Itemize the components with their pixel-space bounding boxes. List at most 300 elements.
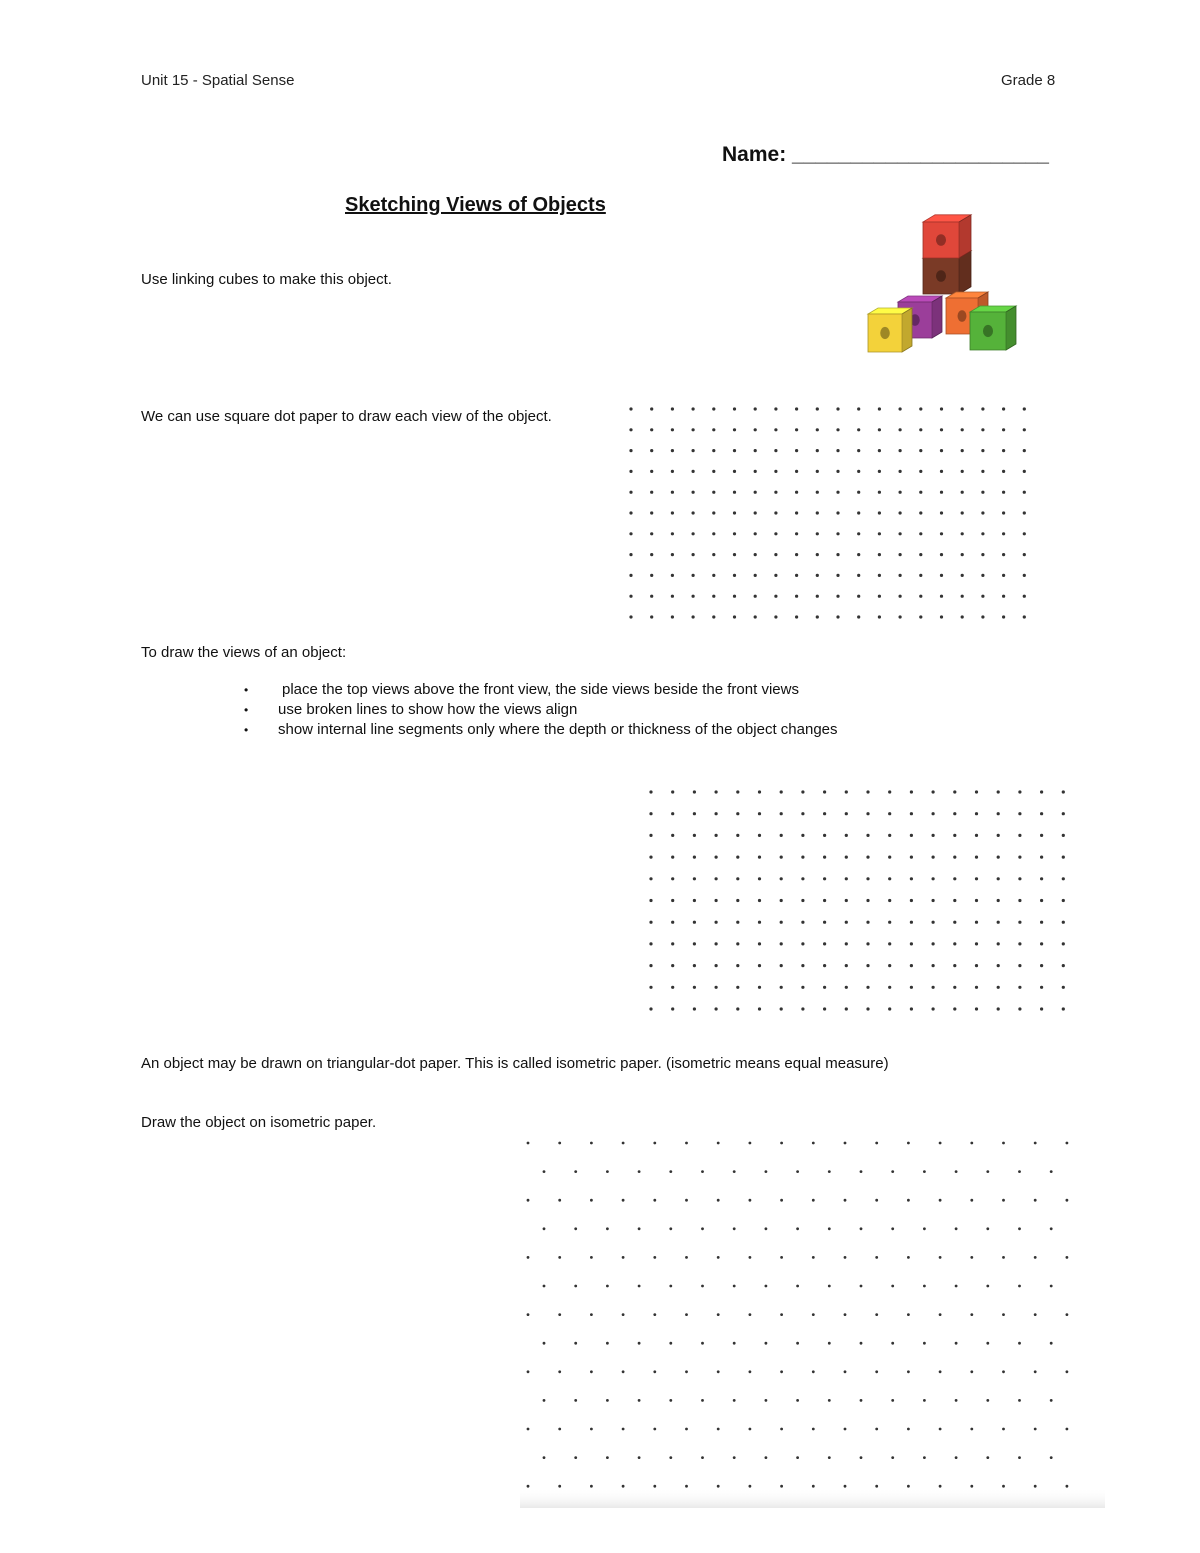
grid-dot <box>878 491 881 494</box>
grid-dot <box>765 1170 768 1173</box>
grid-dot <box>693 899 696 902</box>
grid-dot <box>749 1370 752 1373</box>
grid-dot <box>796 1342 799 1345</box>
grid-dot <box>780 1485 783 1488</box>
grid-dot <box>975 812 978 815</box>
grid-dot <box>669 1227 672 1230</box>
grid-dot <box>1062 856 1065 859</box>
grid-dot <box>919 532 922 535</box>
grid-dot <box>754 491 757 494</box>
grid-dot <box>1040 921 1043 924</box>
grid-dot <box>701 1456 704 1459</box>
grid-dot <box>671 790 674 793</box>
grid-dot <box>715 964 718 967</box>
grid-dot <box>1023 511 1026 514</box>
grid-dot <box>801 1007 804 1010</box>
grid-dot <box>638 1342 641 1345</box>
grid-dot <box>653 1142 656 1145</box>
grid-dot <box>715 856 718 859</box>
grid-dot <box>1050 1285 1053 1288</box>
isometric-dot-paper[interactable] <box>520 1133 1105 1508</box>
grid-dot <box>919 615 922 618</box>
grid-dot <box>953 790 956 793</box>
grid-dot <box>574 1170 577 1173</box>
grid-dot <box>1034 1199 1037 1202</box>
grid-dot <box>669 1170 672 1173</box>
grid-dot <box>961 428 964 431</box>
grid-dot <box>715 834 718 837</box>
grid-dot <box>940 574 943 577</box>
grid-dot <box>823 964 826 967</box>
grid-dot <box>1002 470 1005 473</box>
grid-dot <box>919 470 922 473</box>
cube-right-end-side <box>1006 306 1016 350</box>
grid-dot <box>1062 877 1065 880</box>
grid-dot <box>543 1170 546 1173</box>
grid-dot <box>844 1199 847 1202</box>
grid-dot <box>866 942 869 945</box>
grid-dot <box>671 856 674 859</box>
grid-dot <box>671 964 674 967</box>
grid-dot <box>649 899 652 902</box>
grid-dot <box>907 1142 910 1145</box>
grid-dot <box>1023 470 1026 473</box>
grid-dot <box>795 449 798 452</box>
grid-dot <box>875 1485 878 1488</box>
grid-dot <box>558 1370 561 1373</box>
grid-dot <box>715 790 718 793</box>
grid-dot <box>774 511 777 514</box>
grid-dot <box>866 1007 869 1010</box>
grid-dot <box>712 491 715 494</box>
grid-dot <box>997 964 1000 967</box>
grid-dot <box>975 964 978 967</box>
grid-dot <box>774 470 777 473</box>
grid-dot <box>961 553 964 556</box>
grid-dot <box>878 595 881 598</box>
grid-dot <box>866 921 869 924</box>
grid-dot <box>692 595 695 598</box>
grid-dot <box>899 449 902 452</box>
grid-dot <box>816 553 819 556</box>
grid-dot <box>845 834 848 837</box>
grid-dot <box>836 532 839 535</box>
grid-dot <box>736 877 739 880</box>
grid-dot <box>1018 856 1021 859</box>
grid-dot <box>638 1170 641 1173</box>
grid-dot <box>780 942 783 945</box>
grid-dot <box>649 856 652 859</box>
grid-dot <box>888 1007 891 1010</box>
grid-dot <box>590 1485 593 1488</box>
grid-dot <box>749 1199 752 1202</box>
grid-dot <box>932 899 935 902</box>
grid-dot <box>981 428 984 431</box>
grid-dot <box>1040 942 1043 945</box>
grid-dot <box>860 1399 863 1402</box>
linking-cubes-image <box>850 210 1030 370</box>
grid-dot <box>823 942 826 945</box>
grid-dot <box>860 1342 863 1345</box>
grid-dot <box>795 595 798 598</box>
grid-dot <box>812 1428 815 1431</box>
grid-dot <box>527 1370 530 1373</box>
grid-dot <box>1066 1199 1069 1202</box>
grid-dot <box>558 1428 561 1431</box>
grid-dot <box>857 574 860 577</box>
grid-dot <box>1062 812 1065 815</box>
grid-dot <box>629 449 632 452</box>
grid-dot <box>975 856 978 859</box>
grid-dot <box>780 1428 783 1431</box>
grid-dot <box>1040 964 1043 967</box>
grid-dot <box>845 1007 848 1010</box>
grid-dot <box>715 812 718 815</box>
grid-dot <box>717 1256 720 1259</box>
grid-dot <box>961 407 964 410</box>
unit-header: Unit 15 - Spatial Sense <box>141 72 295 89</box>
grid-dot <box>715 921 718 924</box>
grid-dot <box>878 574 881 577</box>
grid-dot <box>758 834 761 837</box>
grid-dot <box>919 491 922 494</box>
grid-dot <box>812 1142 815 1145</box>
grid-dot <box>997 812 1000 815</box>
grid-dot <box>701 1170 704 1173</box>
grid-dot <box>997 921 1000 924</box>
grid-dot <box>765 1456 768 1459</box>
grid-dot <box>693 1007 696 1010</box>
grid-dot <box>1034 1142 1037 1145</box>
cube-hole <box>983 325 993 337</box>
grid-dot <box>733 1456 736 1459</box>
grid-dot <box>816 532 819 535</box>
square-dot-paper-1[interactable] <box>620 400 1040 630</box>
grid-dot <box>986 1170 989 1173</box>
grid-dot <box>836 470 839 473</box>
grid-dot <box>780 921 783 924</box>
grid-dot <box>1040 1007 1043 1010</box>
grid-dot <box>878 449 881 452</box>
grid-dot <box>754 532 757 535</box>
cube-hole <box>880 327 890 339</box>
grid-dot <box>1018 1456 1021 1459</box>
grid-dot <box>733 532 736 535</box>
grid-dot <box>823 877 826 880</box>
grid-dot <box>1018 877 1021 880</box>
grid-dot <box>939 1256 942 1259</box>
grid-dot <box>823 1007 826 1010</box>
grid-dot <box>857 511 860 514</box>
grid-dot <box>574 1285 577 1288</box>
grid-dot <box>685 1256 688 1259</box>
grid-dot <box>650 574 653 577</box>
grid-dot <box>649 986 652 989</box>
grid-dot <box>758 790 761 793</box>
grid-dot <box>629 574 632 577</box>
grid-dot <box>574 1399 577 1402</box>
grid-dot <box>836 553 839 556</box>
grid-dot <box>1018 942 1021 945</box>
drawing-rules-list <box>244 680 838 740</box>
grid-dot <box>816 407 819 410</box>
grid-dot <box>754 407 757 410</box>
grid-dot <box>975 834 978 837</box>
grid-dot <box>878 511 881 514</box>
grid-dot <box>857 532 860 535</box>
grid-dot <box>1062 899 1065 902</box>
square-dot-paper-2[interactable] <box>640 783 1080 1023</box>
grid-dot <box>907 1485 910 1488</box>
grid-dot <box>671 407 674 410</box>
grid-dot <box>975 1007 978 1010</box>
grid-dot <box>961 532 964 535</box>
grid-dot <box>795 511 798 514</box>
grid-dot <box>693 942 696 945</box>
grid-dot <box>823 986 826 989</box>
grid-dot <box>1066 1313 1069 1316</box>
grid-dot <box>701 1399 704 1402</box>
grid-dot <box>692 574 695 577</box>
grid-dot <box>891 1456 894 1459</box>
grid-dot <box>857 449 860 452</box>
grid-dot <box>649 812 652 815</box>
grid-dot <box>780 877 783 880</box>
grid-dot <box>765 1227 768 1230</box>
grid-dot <box>823 899 826 902</box>
grid-dot <box>1018 812 1021 815</box>
grid-dot <box>780 1313 783 1316</box>
grid-dot <box>736 790 739 793</box>
grid-dot <box>671 511 674 514</box>
grid-dot <box>1062 1007 1065 1010</box>
grid-dot <box>932 942 935 945</box>
grid-dot <box>622 1142 625 1145</box>
grid-dot <box>671 470 674 473</box>
grid-dot <box>671 921 674 924</box>
grid-dot <box>780 812 783 815</box>
grid-dot <box>774 491 777 494</box>
grid-dot <box>970 1485 973 1488</box>
grid-dot <box>733 615 736 618</box>
grid-dot <box>860 1170 863 1173</box>
grid-dot <box>940 449 943 452</box>
grid-dot <box>590 1142 593 1145</box>
grid-dot <box>649 921 652 924</box>
grid-dot <box>733 595 736 598</box>
grid-dot <box>997 1007 1000 1010</box>
grid-dot <box>650 511 653 514</box>
grid-dot <box>888 812 891 815</box>
grid-dot <box>812 1370 815 1373</box>
grid-dot <box>774 407 777 410</box>
grid-dot <box>1002 1485 1005 1488</box>
grid-dot <box>923 1285 926 1288</box>
grid-dot <box>899 574 902 577</box>
grid-dot <box>754 449 757 452</box>
draw-views-intro: To draw the views of an object: <box>141 644 347 661</box>
grid-dot <box>823 834 826 837</box>
grid-dot <box>1062 986 1065 989</box>
grid-dot <box>899 470 902 473</box>
grid-dot <box>836 449 839 452</box>
grid-dot <box>940 532 943 535</box>
grid-dot <box>932 856 935 859</box>
grid-dot <box>1040 790 1043 793</box>
grid-dot <box>780 899 783 902</box>
grid-dot <box>866 986 869 989</box>
grid-dot <box>888 899 891 902</box>
grid-dot <box>649 790 652 793</box>
grid-dot <box>780 1007 783 1010</box>
grid-dot <box>860 1227 863 1230</box>
name-field[interactable]: Name: ______________________ <box>722 143 1049 166</box>
grid-dot <box>939 1199 942 1202</box>
grid-dot <box>875 1428 878 1431</box>
grid-dot <box>1050 1170 1053 1173</box>
grid-dot <box>836 407 839 410</box>
grid-dot <box>961 511 964 514</box>
grid-dot <box>749 1428 752 1431</box>
grid-dot <box>671 532 674 535</box>
grid-dot <box>986 1456 989 1459</box>
grid-dot <box>717 1370 720 1373</box>
grid-dot <box>638 1285 641 1288</box>
grid-dot <box>910 856 913 859</box>
grid-dot <box>997 899 1000 902</box>
grid-dot <box>891 1227 894 1230</box>
grid-dot <box>878 615 881 618</box>
grid-dot <box>692 470 695 473</box>
grid-dot <box>1062 834 1065 837</box>
grid-dot <box>857 470 860 473</box>
grid-dot <box>736 921 739 924</box>
grid-dot <box>622 1485 625 1488</box>
grid-dot <box>692 553 695 556</box>
grid-dot <box>1034 1256 1037 1259</box>
grid-dot <box>986 1399 989 1402</box>
grid-dot <box>629 532 632 535</box>
grid-dot <box>653 1199 656 1202</box>
grid-dot <box>671 942 674 945</box>
grid-dot <box>733 407 736 410</box>
grid-dot <box>543 1227 546 1230</box>
grid-dot <box>754 615 757 618</box>
grid-dot <box>970 1142 973 1145</box>
grid-dot <box>622 1313 625 1316</box>
grid-dot <box>1050 1227 1053 1230</box>
grid-dot <box>712 428 715 431</box>
grid-dot <box>671 986 674 989</box>
grid-dot <box>975 790 978 793</box>
cube-top-side <box>959 215 971 258</box>
grid-dot <box>693 812 696 815</box>
grid-dot <box>736 856 739 859</box>
grid-dot <box>866 856 869 859</box>
grid-dot <box>801 790 804 793</box>
grid-dot <box>736 1007 739 1010</box>
grid-dot <box>693 790 696 793</box>
grid-dot <box>975 986 978 989</box>
grid-dot <box>717 1199 720 1202</box>
grid-dot <box>953 834 956 837</box>
grid-dot <box>888 790 891 793</box>
grid-dot <box>836 574 839 577</box>
grid-dot <box>923 1399 926 1402</box>
grid-dot <box>1023 595 1026 598</box>
grid-dot <box>685 1428 688 1431</box>
grid-dot <box>875 1256 878 1259</box>
grid-dot <box>717 1313 720 1316</box>
grid-dot <box>844 1256 847 1259</box>
grid-dot <box>749 1313 752 1316</box>
grid-dot <box>685 1485 688 1488</box>
grid-dot <box>939 1313 942 1316</box>
grid-dot <box>836 491 839 494</box>
grid-dot <box>955 1227 958 1230</box>
grid-dot <box>701 1342 704 1345</box>
grid-dot <box>932 812 935 815</box>
grid-dot <box>733 428 736 431</box>
grid-dot <box>910 986 913 989</box>
grid-dot <box>649 942 652 945</box>
grid-dot <box>986 1342 989 1345</box>
grid-dot <box>749 1256 752 1259</box>
grid-dot <box>774 615 777 618</box>
grid-dot <box>622 1370 625 1373</box>
grid-dot <box>758 964 761 967</box>
grid-dot <box>1002 1256 1005 1259</box>
grid-dot <box>866 877 869 880</box>
grid-dot <box>878 407 881 410</box>
grid-dot <box>919 428 922 431</box>
grid-dot <box>543 1456 546 1459</box>
grid-dot <box>749 1142 752 1145</box>
grade-header: Grade 8 <box>1001 72 1056 89</box>
grid-dot <box>816 491 819 494</box>
grid-dot <box>961 595 964 598</box>
grid-dot <box>932 1007 935 1010</box>
grid-dot <box>844 1370 847 1373</box>
grid-dot <box>1002 491 1005 494</box>
grid-dot <box>1018 986 1021 989</box>
grid-dot <box>1066 1142 1069 1145</box>
grid-dot <box>981 615 984 618</box>
grid-dot <box>816 428 819 431</box>
grid-dot <box>685 1199 688 1202</box>
grid-dot <box>910 812 913 815</box>
grid-dot <box>961 615 964 618</box>
grid-dot <box>712 470 715 473</box>
isometric-intro: An object may be drawn on triangular-dot paper. This is called isometric paper. (isometric means equal measure) <box>141 1055 889 1072</box>
grid-dot <box>671 574 674 577</box>
grid-dot <box>836 511 839 514</box>
grid-dot <box>997 790 1000 793</box>
cube-left-mid-side <box>932 296 942 338</box>
grid-dot <box>527 1142 530 1145</box>
grid-dot <box>629 407 632 410</box>
grid-dot <box>907 1199 910 1202</box>
grid-dot <box>961 574 964 577</box>
grid-dot <box>780 964 783 967</box>
grid-dot <box>754 553 757 556</box>
grid-dot <box>733 1285 736 1288</box>
grid-dot <box>774 532 777 535</box>
grid-dot <box>801 899 804 902</box>
grid-dot <box>866 790 869 793</box>
grid-dot <box>638 1399 641 1402</box>
grid-dot <box>844 1485 847 1488</box>
